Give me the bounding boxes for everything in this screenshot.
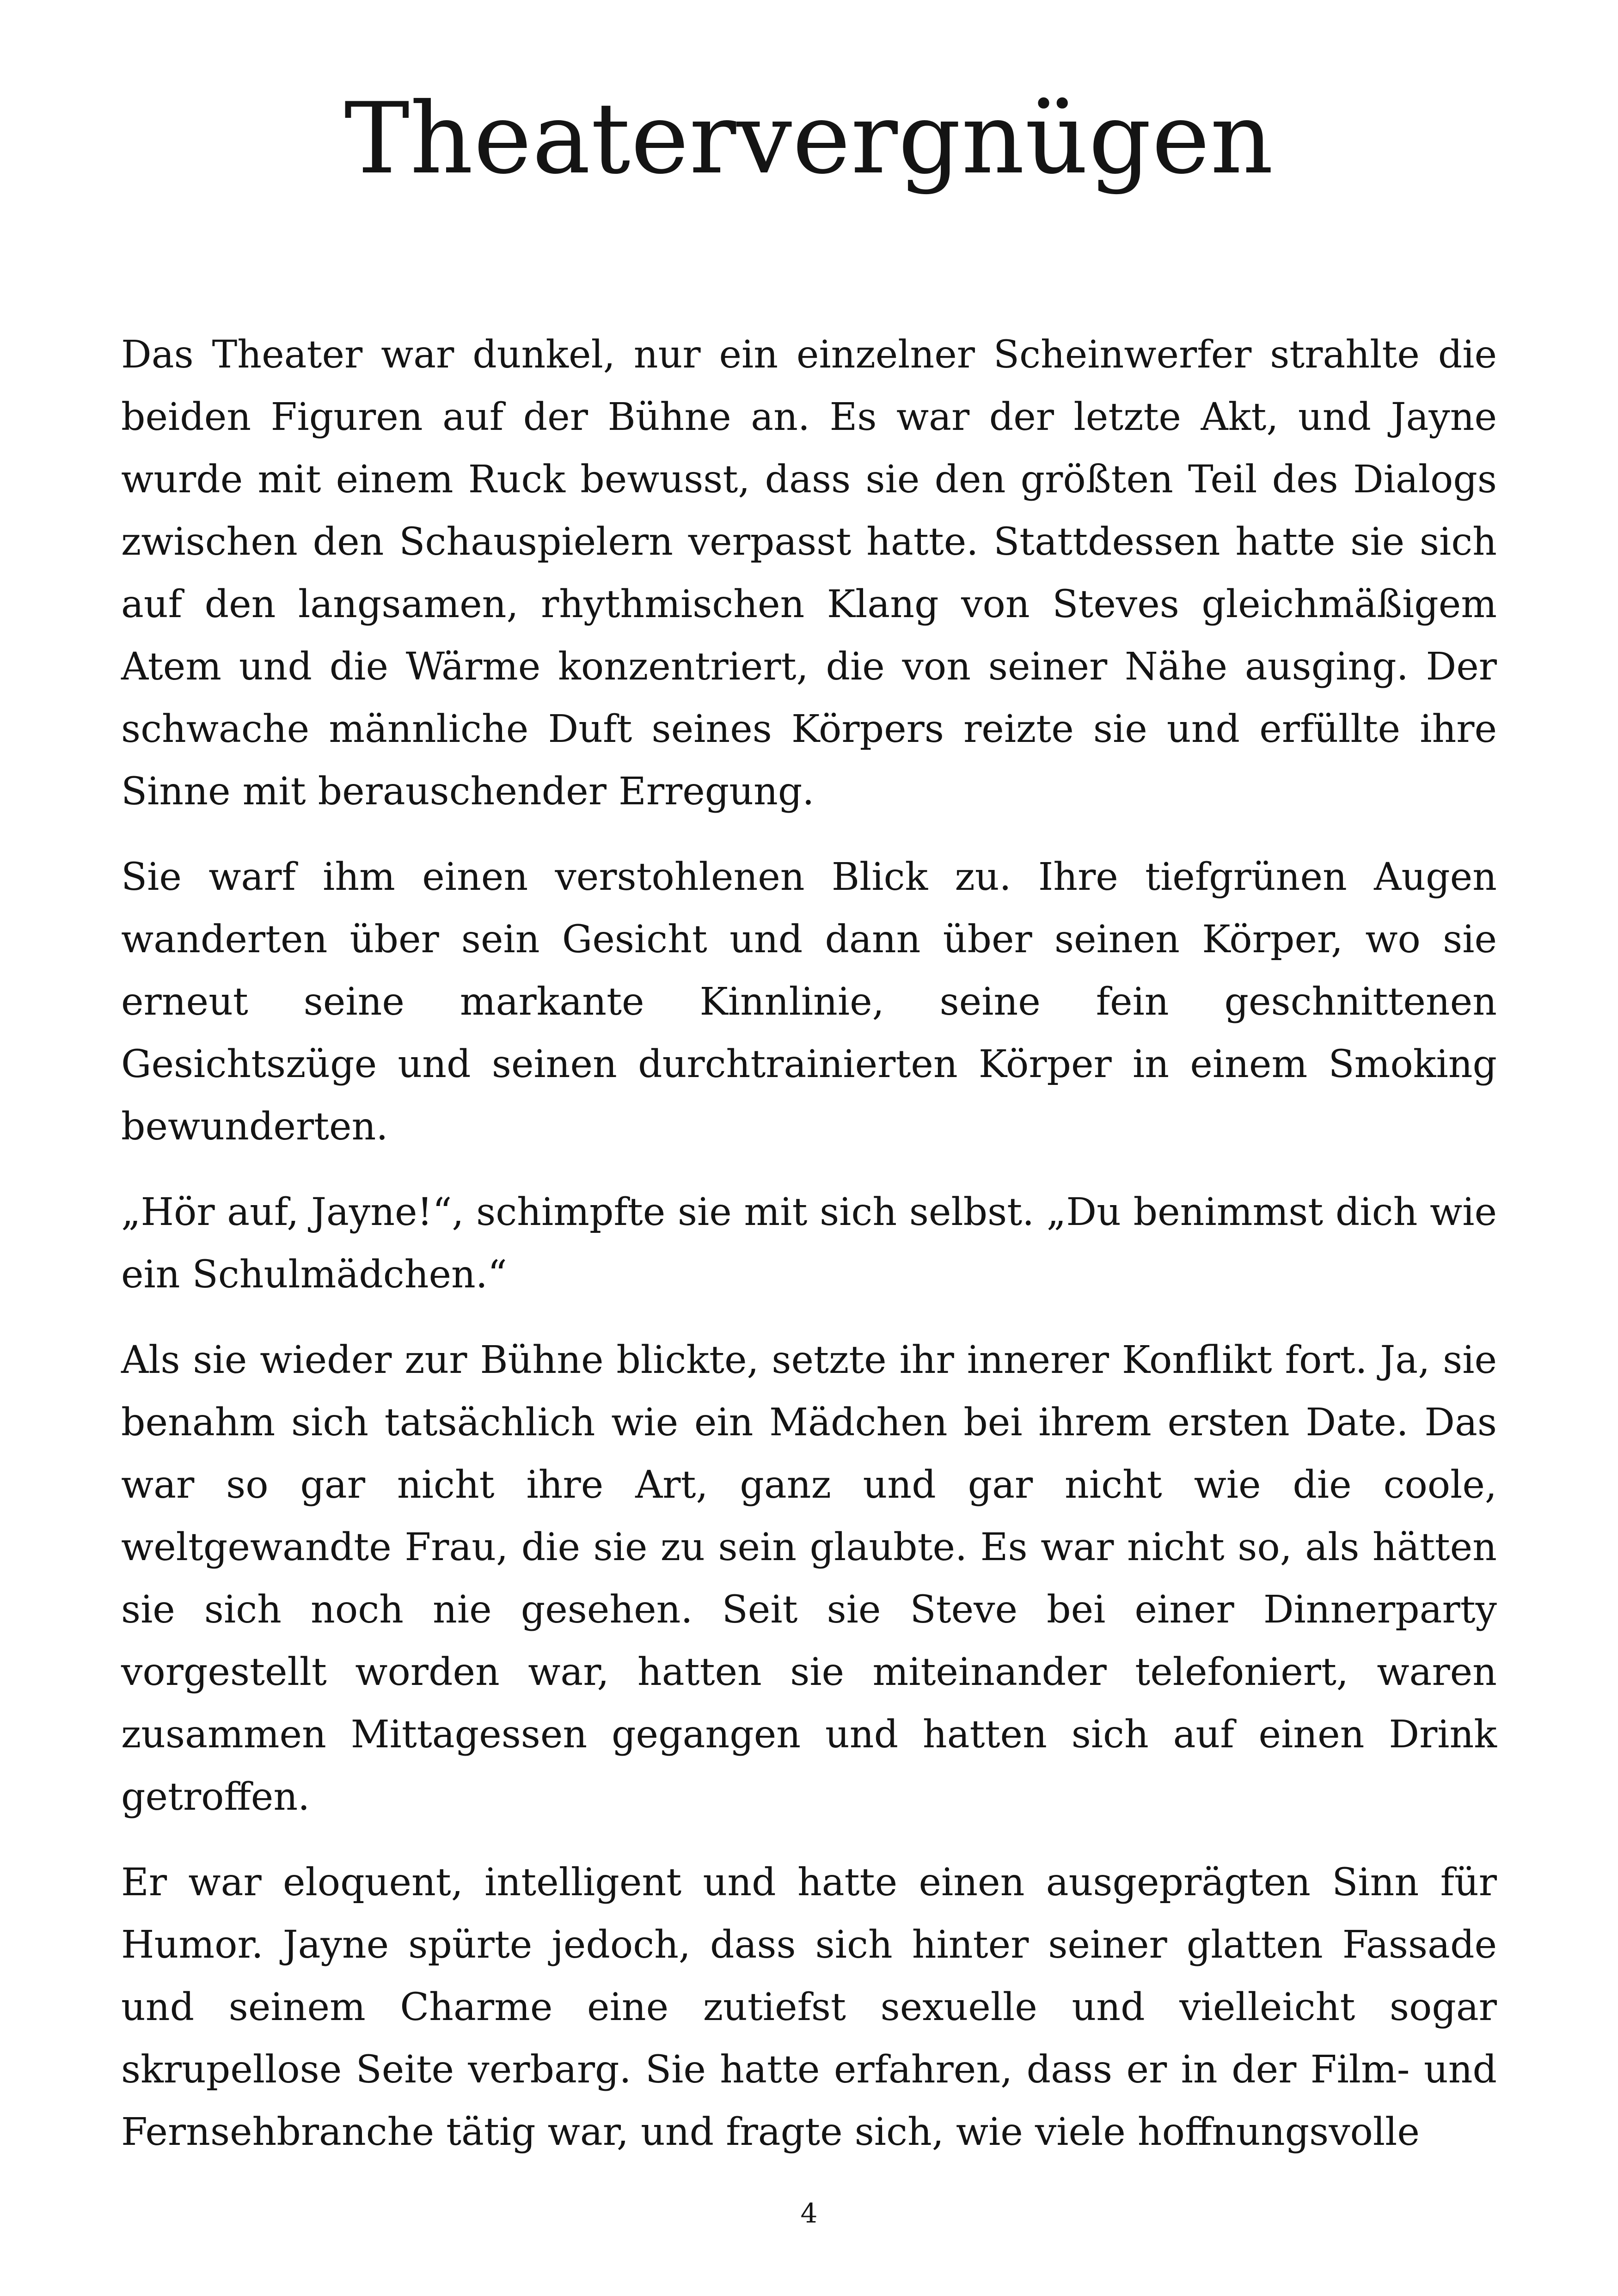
paragraph: Als sie wieder zur Bühne blickte, setzte ihr innerer Konflikt fort. Ja, sie benahm sich tatsächlich wie ein Mädchen bei ihrem ersten Date. Das war so gar nicht ihre Art, ganz und gar nicht wie die coole, weltgewandte Frau, die sie zu sein glaubte. Es war nicht so, als hätten sie sich noch nie gesehen. Seit sie Steve bei einer Dinnerparty vorgestellt worden war, hatten sie miteinander telefoniert, waren zusammen Mittagessen gegangen und hatten sich auf einen Drink getroffen. [121, 1338, 1497, 1819]
body-text [121, 324, 1497, 2186]
paragraph: Das Theater war dunkel, nur ein einzelner Scheinwerfer strahlte die beiden Figuren auf der Bühne an. Es war der letzte Akt, und Jayne wurde mit einem Ruck bewusst, dass sie den größten Teil des Dialogs zwischen den Schauspielern verpasst hatte. Stattdessen hatte sie sich auf den langsamen, rhythmischen Klang von Steves gleichmäßigem Atem und die Wärme konzentriert, die von seiner Nähe ausging. Der schwache männliche Duft seines Körpers reizte sie und erfüllte ihre Sinne mit berauschender Erregung. [121, 333, 1497, 814]
paragraph: Er war eloquent, intelligent und hatte einen ausgeprägten Sinn für Humor. Jayne spürte jedoch, dass sich hinter seiner glatten Fassade und seinem Charme eine zutiefst sexuelle und vielleicht sogar skrupellose Seite verbarg. Sie hatte erfahren, dass er in der Film- und Fernsehbranche tätig war, und fragte sich, wie viele hoffnungsvolle [121, 1861, 1497, 2154]
paragraph: „Hör auf, Jayne!“, schimpfte sie mit sich selbst. „Du benimmst dich wie ein Schulmädchen.“ [121, 1190, 1497, 1297]
chapter-title: Theatervergnügen [344, 81, 1274, 196]
paragraph: Sie warf ihm einen verstohlenen Blick zu. Ihre tiefgrünen Augen wanderten über sein Gesicht und dann über seinen Körper, wo sie erneut seine markante Kinnlinie, seine fein geschnittenen Gesichtszüge und seinen durchtrainierten Körper in einem Smoking bewunderten. [121, 855, 1497, 1149]
page-number: 4 [800, 2198, 818, 2229]
